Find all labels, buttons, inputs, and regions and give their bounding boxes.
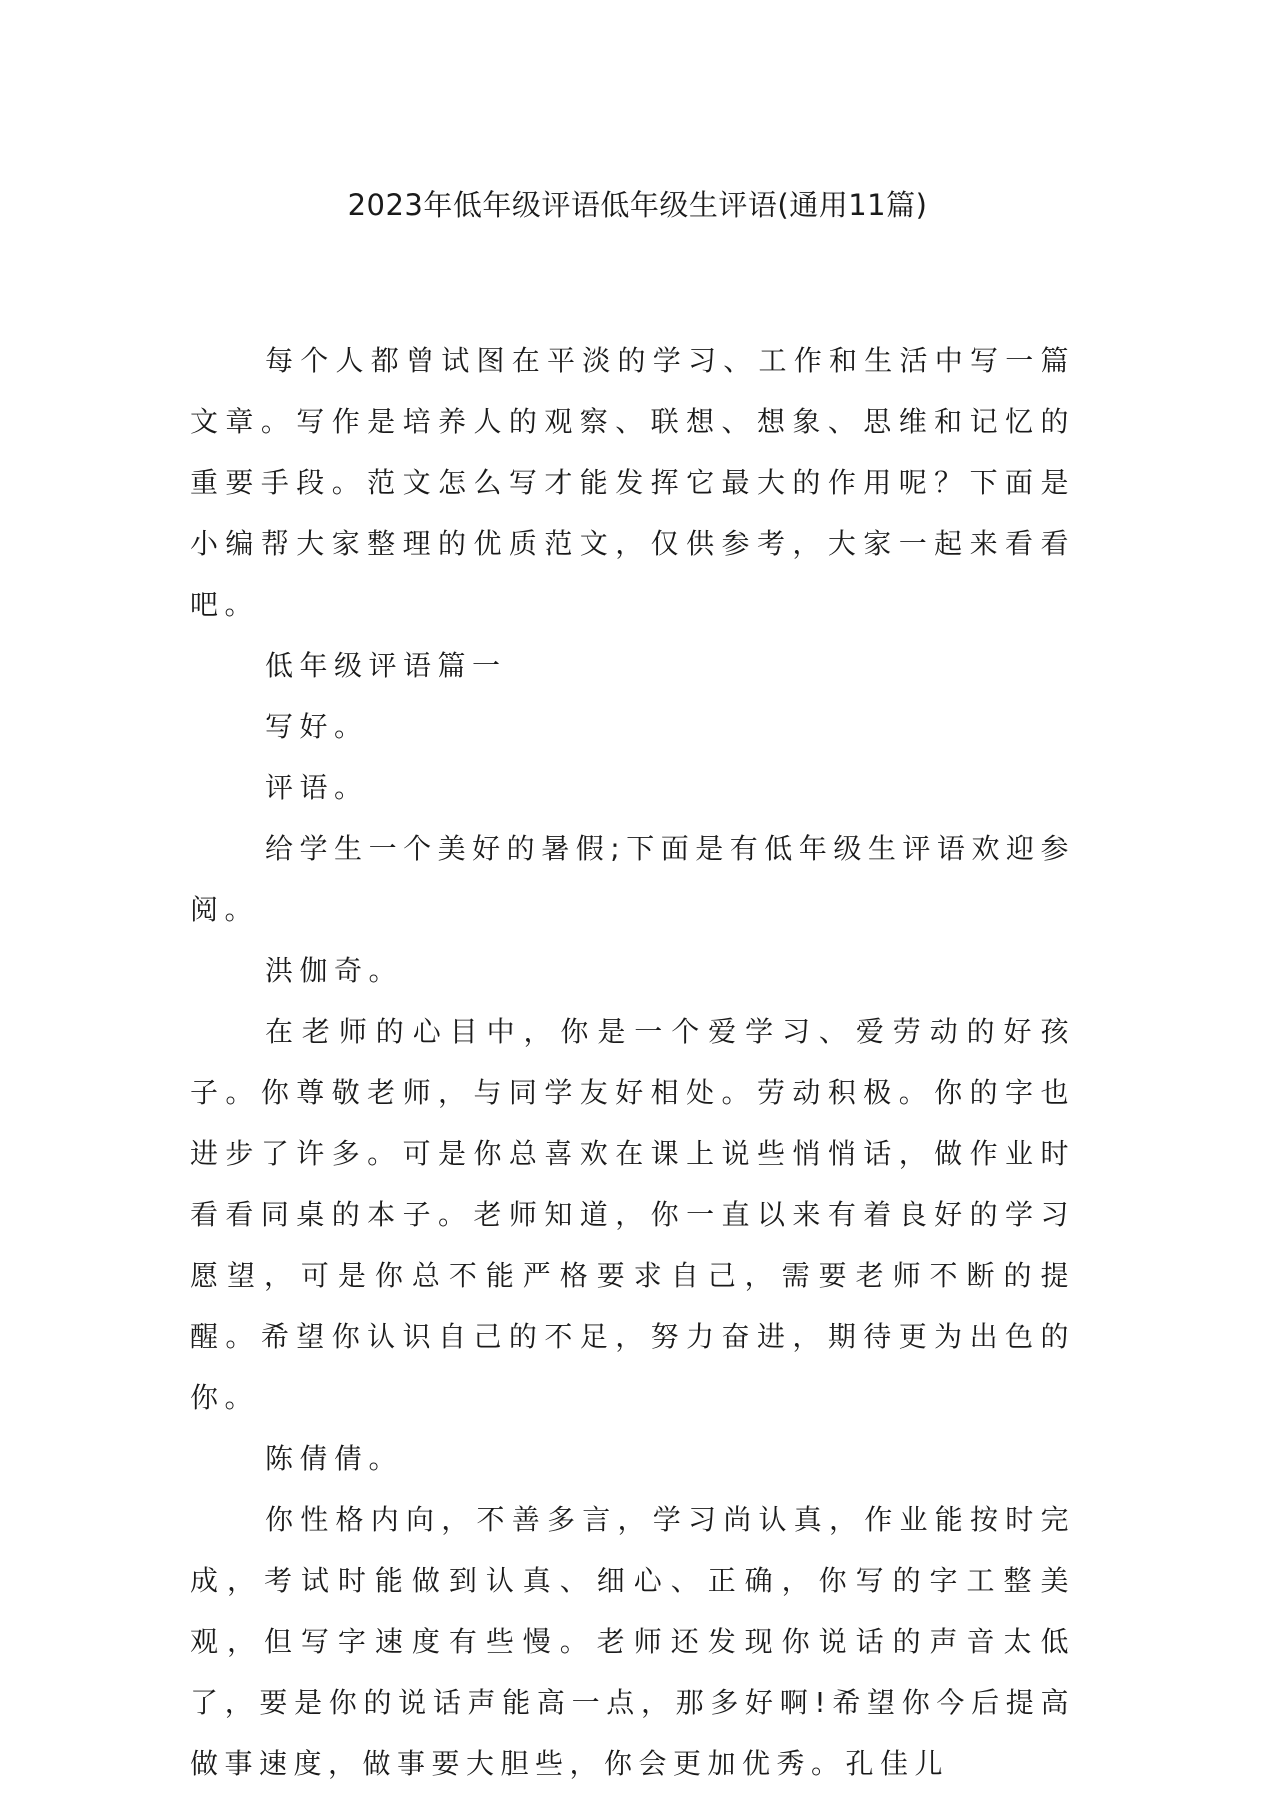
comment-paragraph: 你性格内向，不善多言，学习尚认真，作业能按时完成，考试时能做到认真、细心、正确，你写的字工整美观，但写字速度有些慢。老师还发现你说话的声音太低了，要是你的说话声能高一点，那多好啊!希望你今后提高做事速度，做事要大胆些，你会更加优秀。孔佳儿 <box>190 1503 1075 1780</box>
paragraph: 给学生一个美好的暑假;下面是有低年级生评语欢迎参阅。 <box>190 832 1075 926</box>
student-name: 陈倩倩。 <box>265 1442 404 1475</box>
student-name: 洪伽奇。 <box>265 954 404 987</box>
paragraph: 写好。 <box>265 710 369 743</box>
section-heading: 低年级评语篇一 <box>265 649 507 682</box>
intro-paragraph: 每个人都曾试图在平淡的学习、工作和生活中写一篇文章。写作是培养人的观察、联想、想象、思维和记忆的重要手段。范文怎么写才能发挥它最大的作用呢？下面是小编帮大家整理的优质范文，仅供参考，大家一起来看看吧。 <box>190 344 1075 621</box>
paragraph: 评语。 <box>265 771 369 804</box>
document-body <box>190 330 1075 1794</box>
document-title: 2023年低年级评语低年级生评语(通用11篇) <box>347 188 928 222</box>
comment-paragraph: 在老师的心目中，你是一个爱学习、爱劳动的好孩子。你尊敬老师，与同学友好相处。劳动积极。你的字也进步了许多。可是你总喜欢在课上说些悄悄话，做作业时看看同桌的本子。老师知道，你一直以来有着良好的学习愿望，可是你总不能严格要求自己，需要老师不断的提醒。希望你认识自己的不足，努力奋进，期待更为出色的你。 <box>190 1015 1075 1414</box>
